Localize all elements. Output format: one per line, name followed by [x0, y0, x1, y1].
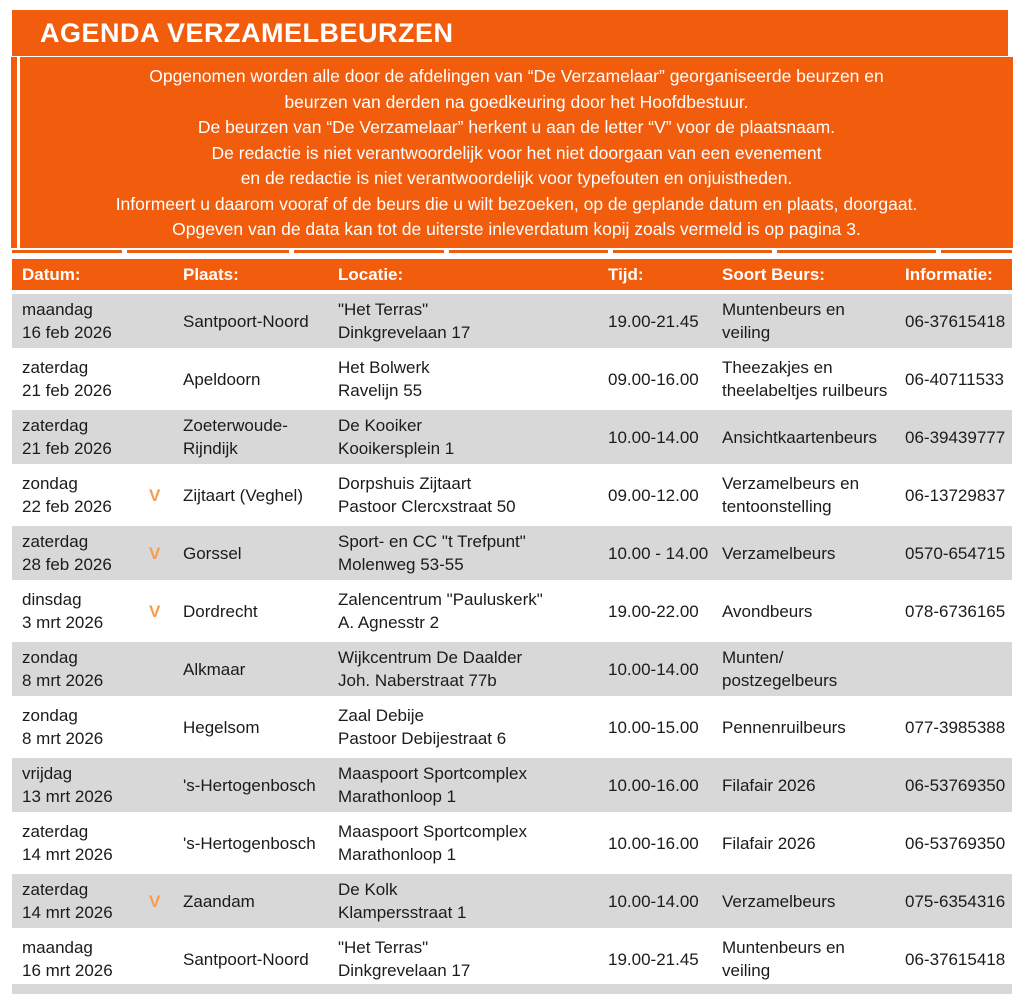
cell-plaats [175, 948, 330, 971]
cell-line: 06-13729837 [905, 485, 1006, 505]
cell-line: Zoeterwoude- [183, 416, 288, 435]
cell-locatie [330, 704, 600, 750]
column-notch [289, 250, 294, 253]
cell-line: Marathonloop 1 [338, 787, 457, 806]
header-soort-beurs: Soort Beurs: [722, 264, 825, 284]
cell-tijd [600, 368, 710, 391]
cell-datum [12, 704, 145, 750]
cell-locatie [330, 820, 600, 866]
cell-line: V [149, 485, 161, 505]
cell-line: maandag [22, 300, 93, 319]
cell-line: Marathonloop 1 [338, 845, 457, 864]
table-row [12, 468, 1012, 522]
table-top-rule [12, 250, 1012, 253]
cell-informatie [895, 426, 1012, 449]
cell-plaats [175, 774, 330, 797]
cell-tijd [600, 426, 710, 449]
column-notch [444, 250, 449, 253]
cell-line: 's-Hertogenbosch [183, 833, 316, 853]
cell-line: 8 mrt 2026 [22, 671, 104, 690]
cell-line: 's-Hertogenbosch [183, 775, 316, 795]
cell-line: Apeldoorn [183, 369, 261, 389]
cell-soort [710, 356, 895, 402]
cell-tijd [600, 658, 710, 681]
cell-datum [12, 414, 145, 460]
column-notch [772, 250, 777, 253]
cell-tijd [600, 890, 710, 913]
cell-line: dinsdag [22, 590, 82, 609]
header-plaats: Plaats: [183, 264, 239, 284]
cell-line: Munten/ [722, 648, 784, 667]
table-row [12, 352, 1012, 406]
cell-locatie [330, 356, 600, 402]
cell-informatie [895, 774, 1012, 797]
table-row [12, 294, 1012, 348]
cell-line: maandag [22, 938, 93, 957]
intro-line: Opgeven van de data kan tot de uiterste inleverdatum kopij zoals vermeld is op pagina 3. [172, 219, 861, 239]
cell-line: 28 feb 2026 [22, 555, 112, 574]
cell-line: 10.00-14.00 [608, 427, 699, 447]
cell-plaats [175, 600, 330, 623]
table-row [12, 932, 1012, 986]
cell-line: Pennenruilbeurs [722, 717, 846, 737]
cell-line: veiling [722, 961, 771, 980]
cell-tijd [600, 774, 710, 797]
table-row [12, 584, 1012, 638]
cell-soort [710, 298, 895, 344]
cell-informatie [895, 716, 1012, 739]
v-marker-cell [145, 890, 175, 913]
cell-line: 0570-654715 [905, 543, 1006, 563]
cell-line: 16 mrt 2026 [22, 961, 113, 980]
cell-datum [12, 356, 145, 402]
cell-line: Zaal Debije [338, 706, 424, 725]
cell-informatie [895, 484, 1012, 507]
page-title-bar [12, 10, 1008, 56]
cell-locatie [330, 530, 600, 576]
cell-plaats [175, 414, 330, 460]
table-rows [12, 294, 1012, 986]
cell-tijd [600, 948, 710, 971]
column-notch [936, 250, 941, 253]
cell-line: Verzamelbeurs [722, 891, 836, 911]
table-row [12, 758, 1012, 812]
intro-line: beurzen van derden na goedkeuring door het Hoofdbestuur. [284, 91, 749, 112]
cell-line: 21 feb 2026 [22, 439, 112, 458]
cell-informatie [895, 368, 1012, 391]
cell-line: Maaspoort Sportcomplex [338, 764, 527, 783]
cell-line: theelabeltjes ruilbeurs [722, 381, 888, 400]
cell-datum [12, 646, 145, 692]
cell-line: Gorssel [183, 543, 242, 563]
left-orange-rail [11, 57, 17, 248]
cell-line: Molenweg 53-55 [338, 555, 464, 574]
cell-soort [710, 716, 895, 739]
cell-line: Rijndijk [183, 439, 238, 458]
cell-informatie [895, 310, 1012, 333]
intro-line: Informeert u daarom vooraf of de beurs die u wilt bezoeken, op de geplande datum en plaats, doorgaat. [115, 193, 918, 214]
cell-datum [12, 472, 145, 518]
cell-soort [710, 890, 895, 913]
table-row [12, 700, 1012, 754]
cell-line: Dorpshuis Zijtaart [338, 474, 472, 493]
cell-locatie [330, 878, 600, 924]
cell-line: 19.00-22.00 [608, 601, 699, 621]
cell-line: 06-53769350 [905, 775, 1006, 795]
cell-line: 06-37615418 [905, 311, 1006, 331]
cell-line: Joh. Naberstraat 77b [338, 671, 497, 690]
cell-locatie [330, 588, 600, 634]
cell-informatie [895, 600, 1012, 623]
cell-line: Hegelsom [183, 717, 260, 737]
cell-line: Zalencentrum "Pauluskerk" [338, 590, 543, 609]
cell-line: Dinkgrevelaan 17 [338, 323, 471, 342]
cell-line: Muntenbeurs en [722, 300, 845, 319]
cell-line: 06-53769350 [905, 833, 1006, 853]
cell-line: postzegelbeurs [722, 671, 838, 690]
cell-line: "Het Terras" [338, 938, 429, 957]
cell-line: Pastoor Debijestraat 6 [338, 729, 507, 748]
cell-line: Ansichtkaartenbeurs [722, 427, 877, 447]
bottom-partial-row [12, 984, 1012, 994]
cell-line: 10.00-16.00 [608, 775, 699, 795]
cell-line: zondag [22, 474, 78, 493]
cell-plaats [175, 716, 330, 739]
cell-tijd [600, 310, 710, 333]
cell-line: 06-40711533 [905, 369, 1004, 389]
cell-line: 14 mrt 2026 [22, 903, 113, 922]
cell-tijd [600, 832, 710, 855]
cell-informatie [895, 948, 1012, 971]
cell-plaats [175, 310, 330, 333]
cell-informatie [895, 832, 1012, 855]
cell-locatie [330, 646, 600, 692]
cell-line: Klampersstraat 1 [338, 903, 467, 922]
cell-line: 06-39439777 [905, 427, 1006, 447]
cell-datum [12, 878, 145, 924]
cell-line: 21 feb 2026 [22, 381, 112, 400]
cell-plaats [175, 832, 330, 855]
cell-soort [710, 600, 895, 623]
cell-line: 19.00-21.45 [608, 311, 699, 331]
cell-tijd [600, 600, 710, 623]
cell-line: 09.00-16.00 [608, 369, 699, 389]
cell-line: V [149, 891, 161, 911]
table-row [12, 874, 1012, 928]
cell-line: Santpoort-Noord [183, 949, 309, 969]
cell-line: De Kolk [338, 880, 398, 899]
page-title: AGENDA VERZAMELBEURZEN [40, 17, 454, 48]
cell-line: 10.00-14.00 [608, 891, 699, 911]
cell-soort [710, 832, 895, 855]
cell-plaats [175, 368, 330, 391]
cell-line: A. Agnesstr 2 [338, 613, 440, 632]
cell-line: Verzamelbeurs en [722, 474, 860, 493]
intro-line: Opgenomen worden alle door de afdelingen van “De Verzamelaar” georganiseerde beurzen en [149, 66, 884, 86]
cell-line: zaterdag [22, 358, 89, 377]
header-datum: Datum: [22, 264, 81, 284]
cell-line: Kooikersplein 1 [338, 439, 455, 458]
cell-line: zaterdag [22, 880, 89, 899]
cell-datum [12, 936, 145, 982]
cell-locatie [330, 298, 600, 344]
cell-line: 078-6736165 [905, 601, 1006, 621]
cell-locatie [330, 414, 600, 460]
table-row [12, 816, 1012, 870]
v-marker-cell [145, 542, 175, 565]
header-locatie: Locatie: [338, 264, 404, 284]
cell-soort [710, 426, 895, 449]
cell-line: zaterdag [22, 822, 89, 841]
cell-line: 19.00-21.45 [608, 949, 699, 969]
cell-line: 10.00-15.00 [608, 717, 699, 737]
cell-line: Verzamelbeurs [722, 543, 836, 563]
cell-line: Dordrecht [183, 601, 258, 621]
cell-line: 14 mrt 2026 [22, 845, 113, 864]
cell-line: tentoonstelling [722, 497, 832, 516]
cell-line: 13 mrt 2026 [22, 787, 113, 806]
cell-soort [710, 542, 895, 565]
cell-datum [12, 820, 145, 866]
table-row [12, 410, 1012, 464]
cell-soort [710, 936, 895, 982]
cell-line: Theezakjes en [722, 358, 833, 377]
cell-datum [12, 530, 145, 576]
cell-line: Maaspoort Sportcomplex [338, 822, 527, 841]
cell-line: 10.00-14.00 [608, 659, 699, 679]
intro-block [20, 57, 1013, 248]
cell-line: Wijkcentrum De Daalder [338, 648, 523, 667]
cell-informatie [895, 542, 1012, 565]
cell-line: V [149, 601, 161, 621]
cell-informatie [895, 890, 1012, 913]
cell-line: veiling [722, 323, 771, 342]
intro-line: en de redactie is niet verantwoordelijk voor typefouten en onjuistheden. [240, 168, 793, 188]
v-marker-cell [145, 484, 175, 507]
cell-line: zaterdag [22, 532, 89, 551]
cell-plaats [175, 484, 330, 507]
cell-line: zaterdag [22, 416, 89, 435]
column-notch [122, 250, 127, 253]
cell-line: De Kooiker [338, 416, 423, 435]
cell-plaats [175, 542, 330, 565]
header-informatie: Informatie: [905, 264, 993, 284]
cell-locatie [330, 472, 600, 518]
cell-line: 16 feb 2026 [22, 323, 112, 342]
cell-line: 077-3985388 [905, 717, 1006, 737]
table-header-row [12, 259, 1012, 290]
cell-line: Sport- en CC "t Trefpunt" [338, 532, 526, 551]
cell-line: 06-37615418 [905, 949, 1006, 969]
cell-soort [710, 646, 895, 692]
cell-line: Ravelijn 55 [338, 381, 423, 400]
cell-plaats [175, 658, 330, 681]
column-notch [608, 250, 613, 253]
cell-line: "Het Terras" [338, 300, 429, 319]
cell-line: 8 mrt 2026 [22, 729, 104, 748]
v-marker-cell [145, 600, 175, 623]
cell-line: Avondbeurs [722, 601, 813, 621]
cell-line: Filafair 2026 [722, 775, 816, 795]
cell-line: Zijtaart (Veghel) [183, 485, 303, 505]
cell-line: V [149, 543, 161, 563]
cell-line: vrijdag [22, 764, 73, 783]
cell-line: Alkmaar [183, 659, 246, 679]
cell-line: Het Bolwerk [338, 358, 430, 377]
cell-line: Zaandam [183, 891, 255, 911]
cell-locatie [330, 762, 600, 808]
cell-line: zondag [22, 706, 78, 725]
table-row [12, 526, 1012, 580]
cell-plaats [175, 890, 330, 913]
cell-datum [12, 588, 145, 634]
table-row [12, 642, 1012, 696]
cell-line: Santpoort-Noord [183, 311, 309, 331]
cell-line: Filafair 2026 [722, 833, 816, 853]
cell-line: 22 feb 2026 [22, 497, 112, 516]
cell-soort [710, 472, 895, 518]
cell-datum [12, 762, 145, 808]
cell-line: 09.00-12.00 [608, 485, 699, 505]
cell-datum [12, 298, 145, 344]
cell-line: 3 mrt 2026 [22, 613, 104, 632]
cell-line: 10.00 - 14.00 [608, 543, 709, 563]
cell-tijd [600, 542, 710, 565]
cell-tijd [600, 716, 710, 739]
cell-locatie [330, 936, 600, 982]
intro-line: De beurzen van “De Verzamelaar” herkent u aan de letter “V” voor de plaatsnaam. [197, 117, 836, 137]
cell-soort [710, 774, 895, 797]
cell-line: 075-6354316 [905, 891, 1006, 911]
agenda-table [12, 259, 1012, 990]
cell-tijd [600, 484, 710, 507]
header-tijd: Tijd: [608, 264, 644, 284]
cell-line: 10.00-16.00 [608, 833, 699, 853]
cell-line: Dinkgrevelaan 17 [338, 961, 471, 980]
cell-line: Muntenbeurs en [722, 938, 845, 957]
cell-line: zondag [22, 648, 78, 667]
intro-line: De redactie is niet verantwoordelijk voor het niet doorgaan van een evenement [211, 142, 822, 163]
cell-line: Pastoor Clercxstraat 50 [338, 497, 516, 516]
